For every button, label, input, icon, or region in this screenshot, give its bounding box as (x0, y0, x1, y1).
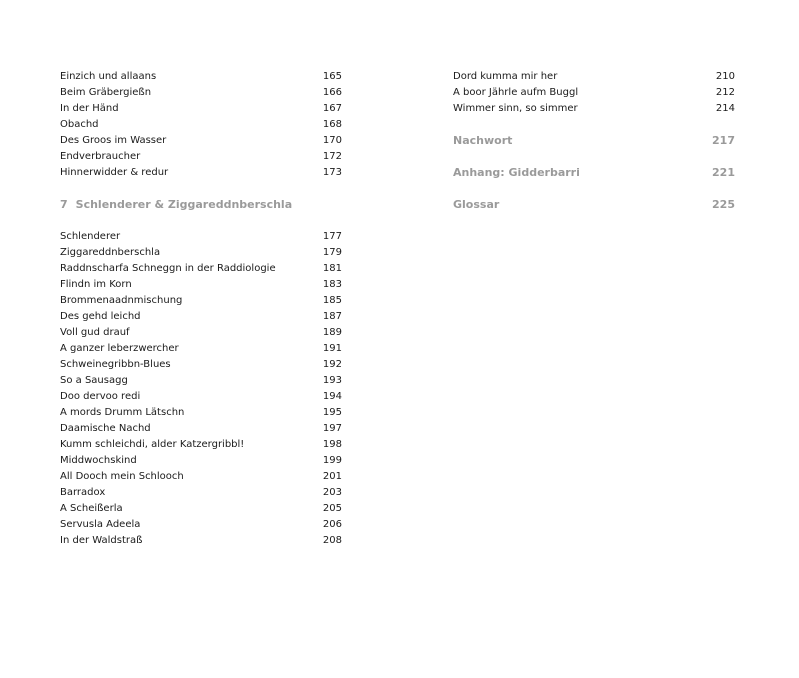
chapter-title: Schlenderer & Ziggareddnberschla (75, 198, 293, 211)
toc-entry (60, 453, 342, 469)
toc-entry-title: Raddnscharfa Schneggn in der Raddiologie (60, 263, 276, 274)
toc-section-page-number: 217 (712, 134, 735, 147)
toc-entry (60, 501, 342, 517)
toc-entry (60, 517, 342, 533)
toc-entry (60, 405, 342, 421)
toc-entry-page-number: 168 (322, 119, 342, 130)
toc-entry-title: All Dooch mein Schlooch (60, 471, 184, 482)
toc-entry-page-number: 179 (322, 247, 342, 258)
toc-entry (60, 117, 342, 133)
toc-entry-title: In der Händ (60, 103, 119, 114)
toc-right-column (453, 69, 735, 213)
toc-entry-title: Ziggareddnberschla (60, 247, 161, 258)
toc-section-title: Glossar (453, 198, 500, 211)
toc-entry (60, 437, 342, 453)
toc-entry (60, 421, 342, 437)
chapter-number: 7 (60, 198, 68, 211)
toc-entry-title: Hinnerwidder & redur (60, 167, 169, 178)
toc-entry (60, 293, 342, 309)
toc-entry-title: Barradox (60, 487, 106, 498)
toc-entry-page-number: 167 (322, 103, 342, 114)
toc-entry-page-number: 185 (322, 295, 342, 306)
toc-entry-page-number: 193 (322, 375, 342, 386)
toc-entry-title: Wimmer sinn, so simmer (453, 103, 578, 114)
toc-entry-page-number: 201 (322, 471, 342, 482)
toc-entry-page-number: 177 (322, 231, 342, 242)
toc-entry-title: Endverbraucher (60, 151, 141, 162)
toc-entry (60, 485, 342, 501)
toc-entry (60, 341, 342, 357)
toc-entry-title: Des gehd leichd (60, 311, 141, 322)
toc-entry-title: A Scheißerla (60, 503, 123, 514)
entry-list-top (60, 69, 342, 181)
toc-entry-title: Des Groos im Wasser (60, 135, 167, 146)
toc-entry-page-number: 208 (322, 535, 342, 546)
toc-entry-title: Beim Gräbergießn (60, 87, 152, 98)
toc-left-column (60, 69, 342, 549)
toc-entry-title: In der Waldstraß (60, 535, 143, 546)
toc-entry-title: Schweinegribbn-Blues (60, 359, 171, 370)
toc-entry-page-number: 183 (322, 279, 342, 290)
toc-entry (60, 533, 342, 549)
toc-entry-page-number: 165 (322, 71, 342, 82)
toc-entry-page-number: 199 (322, 455, 342, 466)
toc-entry-page-number: 192 (322, 359, 342, 370)
toc-section-title: Nachwort (453, 134, 513, 147)
toc-entry-page-number: 187 (322, 311, 342, 322)
toc-entry-title: Daamische Nachd (60, 423, 151, 434)
toc-entry (60, 469, 342, 485)
toc-entry (60, 357, 342, 373)
toc-entry (60, 277, 342, 293)
toc-entry-page-number: 195 (322, 407, 342, 418)
toc-entry-page-number: 210 (715, 71, 735, 82)
toc-entry-title: Voll gud drauf (60, 327, 130, 338)
toc-entry (453, 69, 735, 85)
toc-section-title: Anhang: Gidderbarri (453, 166, 580, 179)
toc-entry (60, 229, 342, 245)
toc-entry-page-number: 205 (322, 503, 342, 514)
toc-entry (60, 245, 342, 261)
toc-entry-page-number: 206 (322, 519, 342, 530)
toc-entry-page-number: 203 (322, 487, 342, 498)
toc-entry-page-number: 214 (715, 103, 735, 114)
toc-entry-page-number: 212 (715, 87, 735, 98)
chapter-heading (60, 197, 342, 213)
toc-entry (60, 373, 342, 389)
toc-section-page-number: 221 (712, 166, 735, 179)
toc-entry-title: So a Sausagg (60, 375, 128, 386)
toc-entry-page-number: 198 (322, 439, 342, 450)
toc-entry-title: A boor Jährle aufm Buggl (453, 87, 579, 98)
toc-entry (60, 165, 342, 181)
toc-entry-title: A mords Drumm Lätschn (60, 407, 185, 418)
toc-entry-title: Brommenaadnmischung (60, 295, 183, 306)
toc-entry-page-number: 191 (322, 343, 342, 354)
toc-entry-title: Einzich und allaans (60, 71, 157, 82)
toc-entry (60, 85, 342, 101)
toc-entry-page-number: 194 (322, 391, 342, 402)
toc-section (453, 133, 735, 149)
toc-entry-title: Schlenderer (60, 231, 121, 242)
toc-entry-title: A ganzer leberzwercher (60, 343, 179, 354)
toc-entry (60, 389, 342, 405)
chapter-heading-text (60, 197, 292, 213)
toc-entry (60, 325, 342, 341)
toc-entry-page-number: 173 (322, 167, 342, 178)
toc-entry-page-number: 166 (322, 87, 342, 98)
toc-entry-page-number: 170 (322, 135, 342, 146)
entry-list-right (453, 69, 735, 117)
toc-entry-title: Obachd (60, 119, 99, 130)
toc-section (453, 197, 735, 213)
entry-list-bottom (60, 229, 342, 549)
toc-entry (453, 101, 735, 117)
toc-entry-title: Servusla Adeela (60, 519, 141, 530)
toc-entry-title: Flindn im Korn (60, 279, 132, 290)
toc-entry (453, 85, 735, 101)
toc-entry-page-number: 181 (322, 263, 342, 274)
toc-entry-page-number: 189 (322, 327, 342, 338)
toc-entry (60, 261, 342, 277)
toc-entry-page-number: 197 (322, 423, 342, 434)
toc-entry (60, 101, 342, 117)
toc-entry (60, 309, 342, 325)
toc-entry-title: Kumm schleichdi, alder Katzergribbl! (60, 439, 245, 450)
toc-section-page-number: 225 (712, 198, 735, 211)
toc-entry (60, 149, 342, 165)
toc-entry (60, 69, 342, 85)
toc-section (453, 165, 735, 181)
toc-entry-page-number: 172 (322, 151, 342, 162)
toc-entry-title: Doo dervoo redi (60, 391, 141, 402)
toc-entry (60, 133, 342, 149)
section-list (453, 133, 735, 213)
toc-entry-title: Middwochskind (60, 455, 137, 466)
toc-entry-title: Dord kumma mir her (453, 71, 558, 82)
